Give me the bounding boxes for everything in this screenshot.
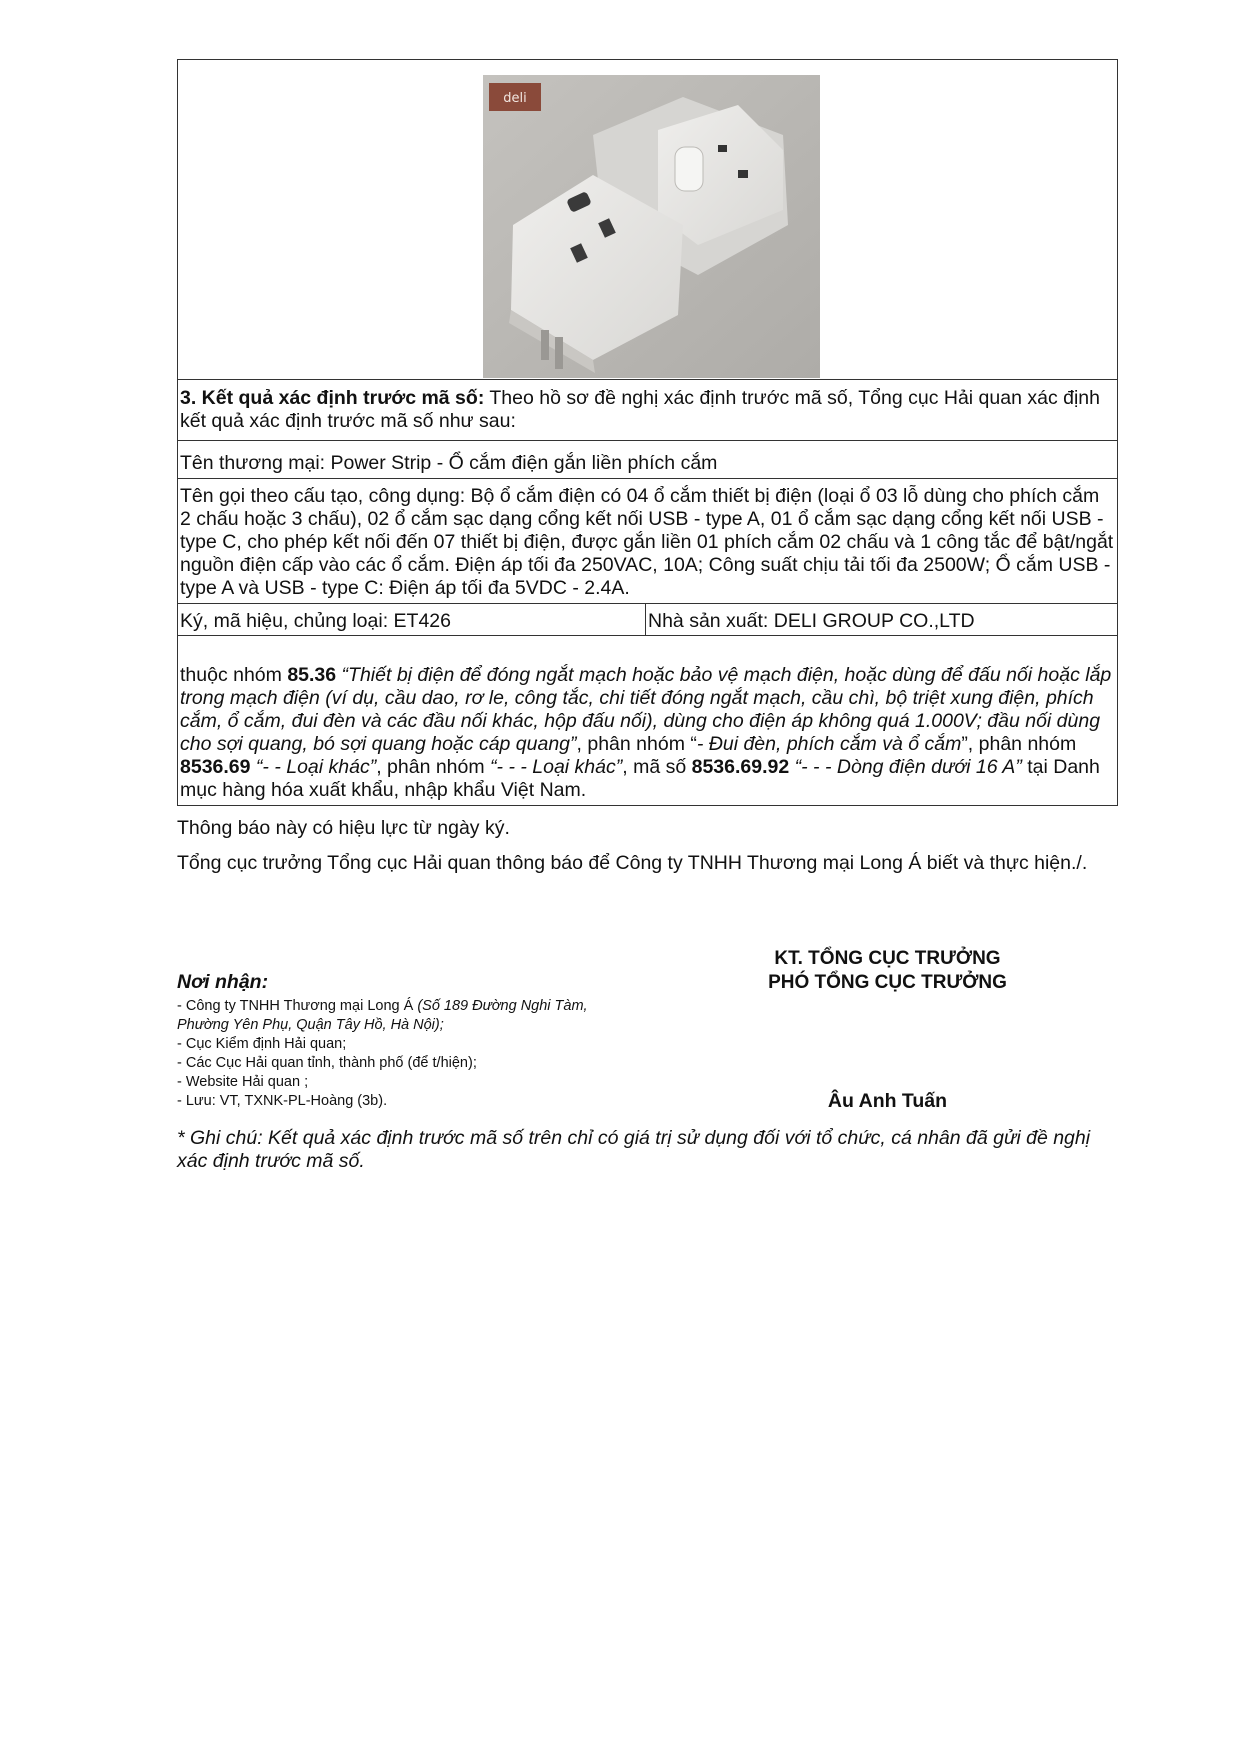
validity-notice: Thông báo này có hiệu lực từ ngày ký.	[177, 817, 510, 839]
hs-final-description: “- - - Dòng điện dưới 16 A”	[789, 756, 1022, 778]
signature-title-1: KT. TỔNG CỤC TRƯỞNG	[774, 948, 1001, 969]
section3-paragraph	[180, 387, 1115, 433]
recipients-list	[177, 997, 637, 1111]
hs-subgroup2-description: “- - - Loại khác”	[490, 756, 623, 778]
trade-name-row	[178, 441, 1117, 479]
hs-heading-description: “Thiết bị điện để đóng ngắt mạch hoặc bảo vệ mạch điện, hoặc dùng để đấu nối hoặc lắp trong mạch điện (ví dụ, cầu dao, rơ le, công tắc, chi tiết đóng ngắt mạch, cầu chì, bộ triệt xung điện, phích cắm, ổ cắm, đui đèn và các đầu nối khác, hộp đấu nối), dùng cho điện áp không quá 1.000V; đầu nối dùng cho sợi quang, bó sợi quang hoặc cáp quang”	[180, 664, 1112, 755]
hs-subgroup-description: - Đui đèn, phích cắm và ổ cắm	[696, 733, 962, 755]
hs-code-subheading: 8536.69	[180, 756, 251, 778]
recipient-item: - Cục Kiểm định Hải quan;	[177, 1036, 347, 1052]
trade-name: Tên thương mại: Power Strip - Ổ cắm điện gắn liền phích cắm	[180, 452, 718, 474]
classification-table	[177, 59, 1118, 806]
hs-text: ”, phân nhóm	[961, 733, 1077, 755]
signature-title-2: PHÓ TỔNG CỤC TRƯỞNG	[768, 972, 1007, 993]
model-manufacturer-row	[178, 604, 1117, 635]
section3-heading: 3. Kết quả xác định trước mã số:	[180, 387, 485, 409]
svg-text:deli: deli	[503, 91, 527, 106]
product-photo-cell	[178, 60, 1117, 380]
model: Ký, mã hiệu, chủng loại: ET426	[178, 604, 646, 635]
hs-classification-paragraph	[180, 664, 1115, 802]
recipient-item: - Lưu: VT, TXNK-PL-Hoàng (3b).	[177, 1093, 388, 1109]
hs-text: , phân nhóm “	[576, 733, 697, 755]
product-details-table	[178, 440, 1117, 636]
inform-notice: Tổng cục trưởng Tổng cục Hải quan thông báo để Công ty TNHH Thương mại Long Á biết và thực hiện./.	[177, 852, 1088, 874]
hs-code-final: 8536.69.92	[691, 756, 790, 778]
hs-text: tại Danh mục hàng hóa xuất khẩu, nhập khẩu Việt Nam.	[180, 756, 1100, 801]
section3-intro: Theo hồ sơ đề nghị xác định trước mã số, Tổng cục Hải quan xác định kết quả xác định trước mã số như sau:	[180, 387, 1100, 432]
structure-use-row	[178, 479, 1117, 604]
structure-use: Tên gọi theo cấu tạo, công dụng: Bộ ổ cắm điện có 04 ổ cắm thiết bị điện (loại ổ 03 lỗ dùng cho phích cắm 2 chấu hoặc 3 chấu), 02 ổ cắm sạc dạng cổng kết nối USB - type A, 01 ổ cắm sạc dạng cổng kết nối USB - type C, cho phép kết nối đến 07 thiết bị điện, được gắn liền 01 phích cắm 02 chấu và 1 công tắc để bật/ngắt nguồn điện cấp vào các ổ cắm. Điện áp tối đa 250VAC, 10A; Công suất chịu tải tối đa 2500W; Ổ cắm USB - type A và USB - type C: Điện áp tối đa 5VDC - 2.4A.	[180, 485, 1114, 599]
signer-name: Âu Anh Tuấn	[827, 1090, 948, 1112]
recipient-item: - Công ty TNHH Thương mại Long Á (Số 189 Đường Nghi Tàm, Phường Yên Phụ, Quận Tây Hồ, Hà Nội);	[177, 998, 588, 1033]
recipients-title: Nơi nhận:	[177, 971, 269, 993]
power-strip-photo	[483, 75, 820, 378]
recipient-item: - Website Hải quan ;	[177, 1074, 309, 1090]
recipient-item: - Các Cục Hải quan tỉnh, thành phố (để t/hiện);	[177, 1055, 477, 1071]
hs-code-heading: 85.36	[287, 664, 337, 686]
hs-subheading-description: “- - Loại khác”	[250, 756, 377, 778]
manufacturer: Nhà sản xuất: DELI GROUP CO.,LTD	[648, 610, 975, 632]
signature-block	[720, 947, 1055, 995]
hs-text: , phân nhóm	[376, 756, 491, 778]
footnote: * Ghi chú: Kết quả xác định trước mã số trên chỉ có giá trị sử dụng đối với tổ chức, cá nhân đã gửi đề nghị xác định trước mã số.	[177, 1127, 1091, 1172]
hs-text: thuộc nhóm	[180, 664, 288, 686]
hs-text: , mã số	[622, 756, 692, 778]
